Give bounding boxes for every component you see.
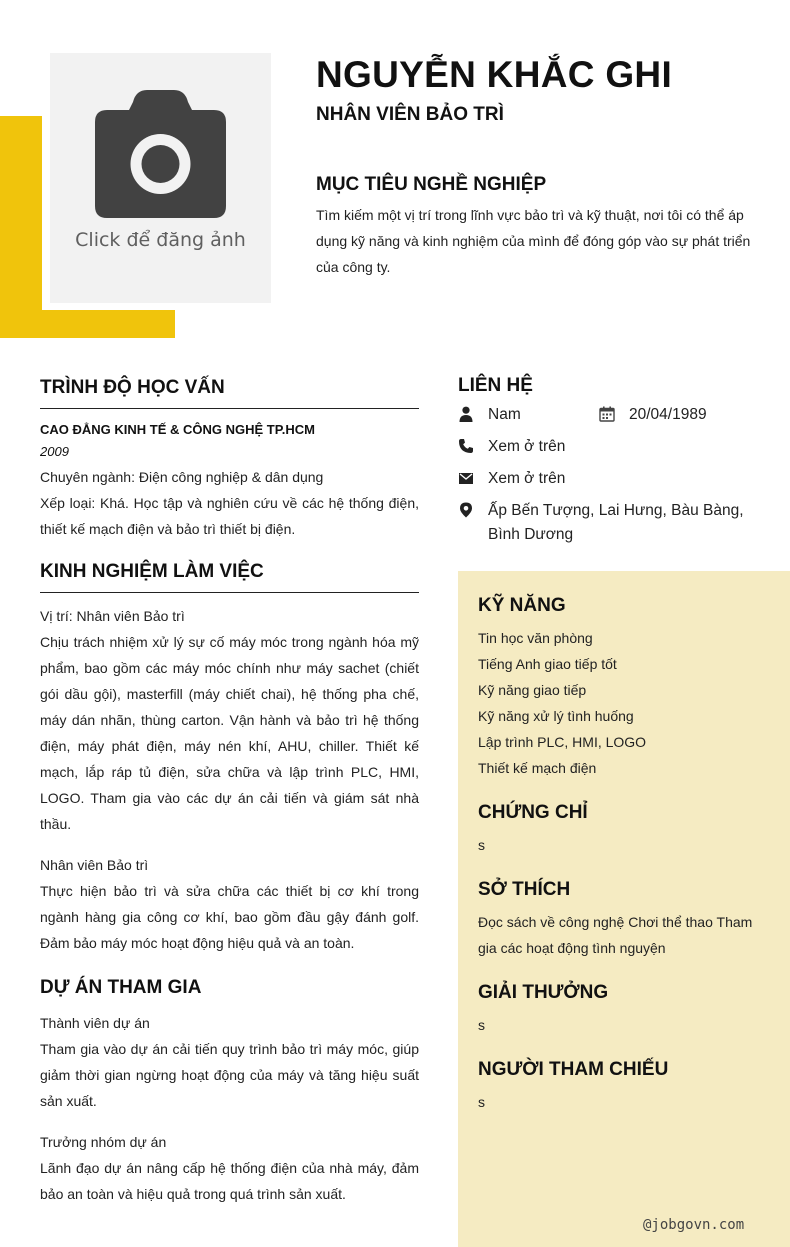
skills-heading: KỸ NĂNG <box>478 595 566 616</box>
skill-item: Lập trình PLC, HMI, LOGO <box>478 734 647 750</box>
experience-item <box>40 603 419 837</box>
camera-icon <box>95 90 226 220</box>
contact-birthday: 20/04/1989 <box>629 406 707 423</box>
education-grade: Xếp loại: Khá. Học tập và nghiên cứu về các hệ thống điện, thiết kế mạch điện và bảo trì thiết bị điện. <box>40 495 419 537</box>
skill-item: Thiết kế mạch điện <box>478 760 597 776</box>
experience-role: Nhân viên Bảo trì <box>40 857 149 873</box>
left-column <box>40 376 419 1207</box>
certificates-heading: CHỨNG CHỈ <box>478 802 588 823</box>
contact-email[interactable]: Xem ở trên <box>488 470 566 487</box>
project-item <box>40 1129 419 1207</box>
calendar-icon <box>599 406 615 422</box>
skill-item: Kỹ năng giao tiếp <box>478 682 587 698</box>
education-heading: TRÌNH ĐỘ HỌC VẤN <box>40 377 225 398</box>
education-major: Chuyên ngành: Điện công nghiệp & dân dụng <box>40 469 324 485</box>
contact-heading: LIÊN HỆ <box>458 375 533 396</box>
projects-heading: DỰ ÁN THAM GIA <box>40 977 202 998</box>
education-year: 2009 <box>40 444 69 459</box>
references-heading: NGƯỜI THAM CHIẾU <box>478 1059 669 1080</box>
contact-address: Ấp Bến Tượng, Lai Hưng, Bàu Bàng, Bình Dương <box>488 502 744 543</box>
contact-phone[interactable]: Xem ở trên <box>488 438 566 455</box>
right-sidebar-panel <box>458 571 790 1247</box>
job-title: NHÂN VIÊN BẢO TRÌ <box>316 104 504 125</box>
location-pin-icon <box>458 502 474 518</box>
contact-gender: Nam <box>488 406 521 423</box>
watermark-text: @jobgovn.com <box>643 1217 745 1233</box>
contact-row-gender <box>458 398 778 430</box>
education-divider <box>40 408 419 409</box>
awards-text: s <box>478 1017 485 1033</box>
person-icon <box>458 406 474 422</box>
objective-heading: MỤC TIÊU NGHỀ NGHIỆP <box>316 174 547 195</box>
experience-description: Chịu trách nhiệm xử lý sự cố máy móc trong ngành hóa mỹ phẩm, bao gồm các máy móc chính như máy sachet (chiết gói dầu gội), masterfill (máy chiết chai), hệ thống pha chế, máy dán nhãn, thùng carton. Vận hành và bảo trì hệ thống điện, máy phát điện, máy nén khí, AHU, chiller. Thiết kế mạch, lắp ráp tủ điện, sửa chữa và lập trình PLC, HMI, LOGO. Tham gia vào các dự án cải tiến và giám sát nhà thầu. <box>40 634 419 832</box>
skill-item: Tin học văn phòng <box>478 630 593 646</box>
project-role: Thành viên dự án <box>40 1015 150 1031</box>
contact-row-email <box>458 462 778 494</box>
photo-upload-box[interactable] <box>50 53 271 303</box>
experience-item <box>40 852 419 956</box>
skill-item: Kỹ năng xử lý tình huống <box>478 708 634 724</box>
candidate-name: NGUYỄN KHẮC GHI <box>316 54 673 95</box>
education-school: CAO ĐẲNG KINH TẾ & CÔNG NGHỆ TP.HCM <box>40 422 315 437</box>
experience-description: Thực hiện bảo trì và sửa chữa các thiết bị cơ khí trong ngành hàng gia công cơ khí, bao gồm đầu gậy đánh golf. Đảm bảo máy móc hoạt động hiệu quả và an toàn. <box>40 883 419 951</box>
accent-bar-vertical <box>0 116 42 338</box>
references-text: s <box>478 1094 485 1110</box>
accent-bar-horizontal <box>0 310 175 338</box>
project-description: Tham gia vào dự án cải tiến quy trình bảo trì máy móc, giúp giảm thời gian ngừng hoạt động của máy và tăng hiệu suất sản xuất. <box>40 1041 419 1109</box>
experience-divider <box>40 592 419 593</box>
awards-heading: GIẢI THƯỞNG <box>478 982 609 1003</box>
hobbies-text: Đọc sách về công nghệ Chơi thể thao Tham gia các hoạt động tình nguyện <box>478 914 753 956</box>
objective-text: Tìm kiếm một vị trí trong lĩnh vực bảo trì và kỹ thuật, nơi tôi có thể áp dụng kỹ năng và kinh nghiệm của mình để đóng góp vào sự phát triển của công ty. <box>316 207 751 275</box>
phone-icon <box>458 438 474 454</box>
skill-item: Tiếng Anh giao tiếp tốt <box>478 656 617 672</box>
experience-role: Vị trí: Nhân viên Bảo trì <box>40 608 185 624</box>
project-role: Trưởng nhóm dự án <box>40 1134 167 1150</box>
contact-section <box>458 374 778 550</box>
project-item <box>40 1010 419 1114</box>
project-description: Lãnh đạo dự án nâng cấp hệ thống điện của nhà máy, đảm bảo an toàn và hiệu quả trong quá trình sản xuất. <box>40 1160 419 1202</box>
hobbies-heading: SỞ THÍCH <box>478 879 571 900</box>
contact-row-address <box>458 494 778 550</box>
mail-icon <box>458 470 474 486</box>
certificates-text: s <box>478 837 485 853</box>
photo-upload-label: Click để đăng ảnh <box>75 229 246 251</box>
experience-heading: KINH NGHIỆM LÀM VIỆC <box>40 561 264 582</box>
skills-list <box>478 625 770 781</box>
contact-row-phone <box>458 430 778 462</box>
